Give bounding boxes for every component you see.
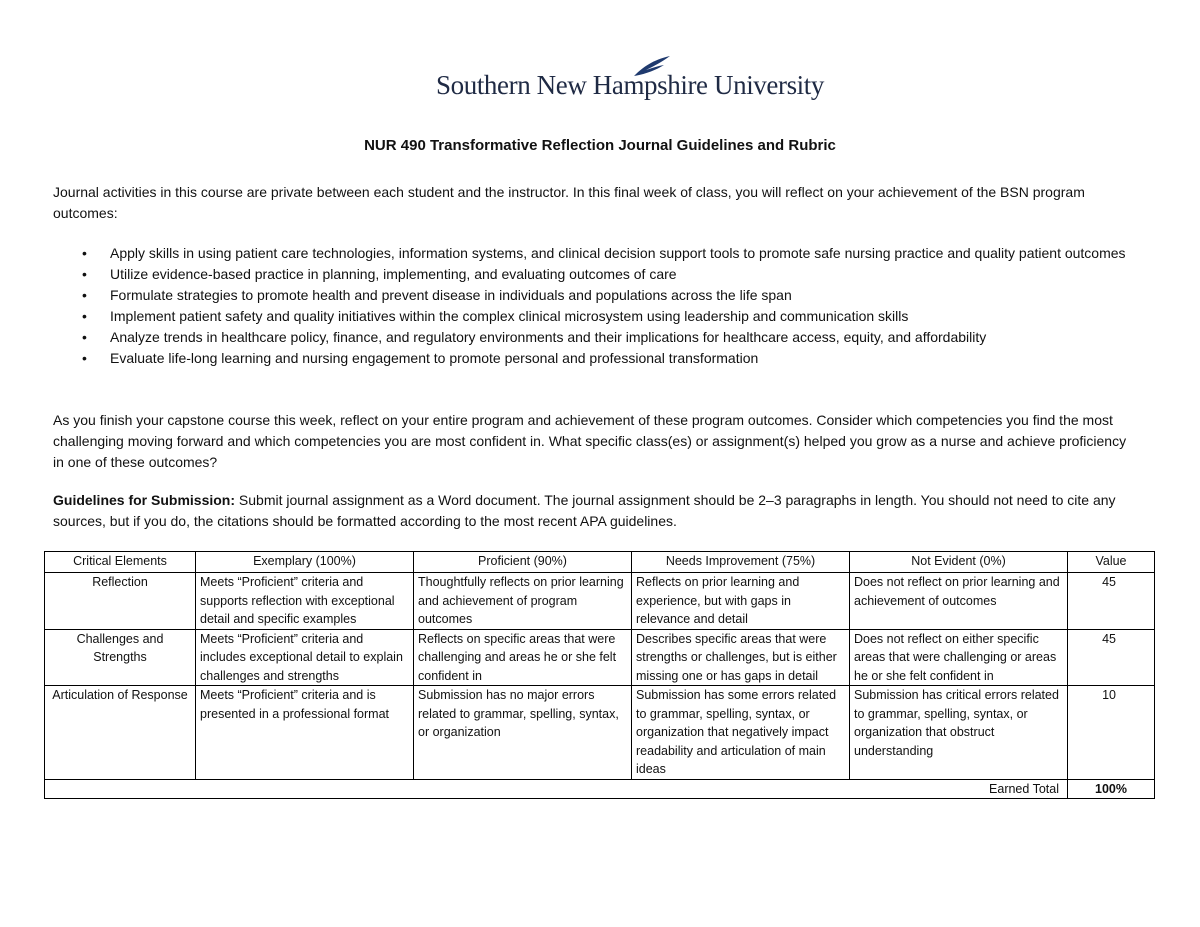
column-header: Value — [1068, 552, 1155, 573]
reflection-prompt-paragraph: As you finish your capstone course this week, reflect on your entire program and achievement of these program outcomes. Consider which competencies you find the most challenging moving forward and which competencies you are most confident in. What specific class(es) or assignment(s) helped you grow as a nurse and achieve proficiency in one of these outcomes? — [53, 412, 1127, 470]
guidelines-paragraph — [53, 490, 1133, 532]
table-row — [45, 686, 1155, 780]
exemplary-cell: Meets “Proficient” criteria and includes exceptional detail to explain challenges and strengths — [196, 629, 414, 686]
list-item — [53, 306, 1133, 327]
column-header: Proficient (90%) — [414, 552, 632, 573]
guidelines-text: Submit journal assignment as a Word document. The journal assignment should be 2–3 paragraphs in length. You should not need to cite any sources, but if you do, the citations should be formatted according to the most recent APA guidelines. — [53, 492, 1116, 529]
needs-improvement-cell: Submission has some errors related to grammar, spelling, syntax, or organization that negatively impact readability and articulation of main ideas — [632, 686, 850, 780]
rubric-table — [44, 551, 1155, 799]
outcome-text: Formulate strategies to promote health and prevent disease in individuals and populations across the life span — [110, 287, 792, 303]
logo-text: Southern New Hampshire University — [436, 70, 824, 100]
proficient-cell: Reflects on specific areas that were challenging and areas he or she felt confident in — [414, 629, 632, 686]
column-header: Needs Improvement (75%) — [632, 552, 850, 573]
value-cell: 10 — [1068, 686, 1155, 780]
document-title: NUR 490 Transformative Reflection Journal Guidelines and Rubric — [364, 137, 836, 154]
bullet-icon: • — [82, 329, 87, 345]
exemplary-cell: Meets “Proficient” criteria and supports reflection with exceptional detail and specific examples — [196, 573, 414, 630]
university-logo — [436, 56, 824, 106]
bullet-icon: • — [82, 287, 87, 303]
critical-element-cell: Challenges and Strengths — [45, 629, 196, 686]
outcome-text: Apply skills in using patient care technologies, information systems, and clinical decision support tools to promote safe nursing practice and quality patient outcomes — [110, 245, 1126, 261]
table-row — [45, 573, 1155, 630]
not-evident-cell: Submission has critical errors related to grammar, spelling, syntax, or organization that obstruct understanding — [850, 686, 1068, 780]
column-header: Not Evident (0%) — [850, 552, 1068, 573]
proficient-cell: Thoughtfully reflects on prior learning and achievement of program outcomes — [414, 573, 632, 630]
bullet-icon: • — [82, 245, 87, 261]
needs-improvement-cell: Reflects on prior learning and experience, but with gaps in relevance and detail — [632, 573, 850, 630]
proficient-cell: Submission has no major errors related to grammar, spelling, syntax, or organization — [414, 686, 632, 780]
outcome-text: Implement patient safety and quality initiatives within the complex clinical microsystem using leadership and communication skills — [110, 308, 909, 324]
earned-total-value: 100% — [1068, 779, 1155, 799]
value-cell: 45 — [1068, 629, 1155, 686]
not-evident-cell: Does not reflect on either specific areas that were challenging or areas he or she felt confident in — [850, 629, 1068, 686]
needs-improvement-cell: Describes specific areas that were strengths or challenges, but is either missing one or has gaps in detail — [632, 629, 850, 686]
list-item — [53, 264, 1133, 285]
column-header: Exemplary (100%) — [196, 552, 414, 573]
earned-total-label: Earned Total — [45, 779, 1068, 799]
value-cell: 45 — [1068, 573, 1155, 630]
list-item — [53, 285, 1133, 306]
outcome-text: Analyze trends in healthcare policy, finance, and regulatory environments and their implications for healthcare access, equity, and affordability — [110, 329, 987, 345]
list-item — [53, 327, 1133, 348]
total-row — [45, 779, 1155, 799]
column-header: Critical Elements — [45, 552, 196, 573]
outcome-text: Utilize evidence-based practice in planning, implementing, and evaluating outcomes of care — [110, 266, 677, 282]
table-row — [45, 629, 1155, 686]
list-item — [53, 243, 1133, 264]
list-item — [53, 348, 1133, 369]
table-header-row — [45, 552, 1155, 573]
bullet-icon: • — [82, 350, 87, 366]
bullet-icon: • — [82, 266, 87, 282]
not-evident-cell: Does not reflect on prior learning and achievement of outcomes — [850, 573, 1068, 630]
bullet-icon: • — [82, 308, 87, 324]
outcome-text: Evaluate life-long learning and nursing engagement to promote personal and professional transformation — [110, 350, 759, 366]
exemplary-cell: Meets “Proficient” criteria and is presented in a professional format — [196, 686, 414, 780]
program-outcomes-list — [53, 243, 1133, 369]
critical-element-cell: Reflection — [45, 573, 196, 630]
critical-element-cell: Articulation of Response — [45, 686, 196, 780]
penmen-wing-icon — [632, 54, 672, 78]
guidelines-label: Guidelines for Submission: — [53, 492, 236, 508]
intro-paragraph: Journal activities in this course are private between each student and the instructor. In this final week of class, you will reflect on your achievement of the BSN program outcomes: — [53, 184, 1085, 221]
